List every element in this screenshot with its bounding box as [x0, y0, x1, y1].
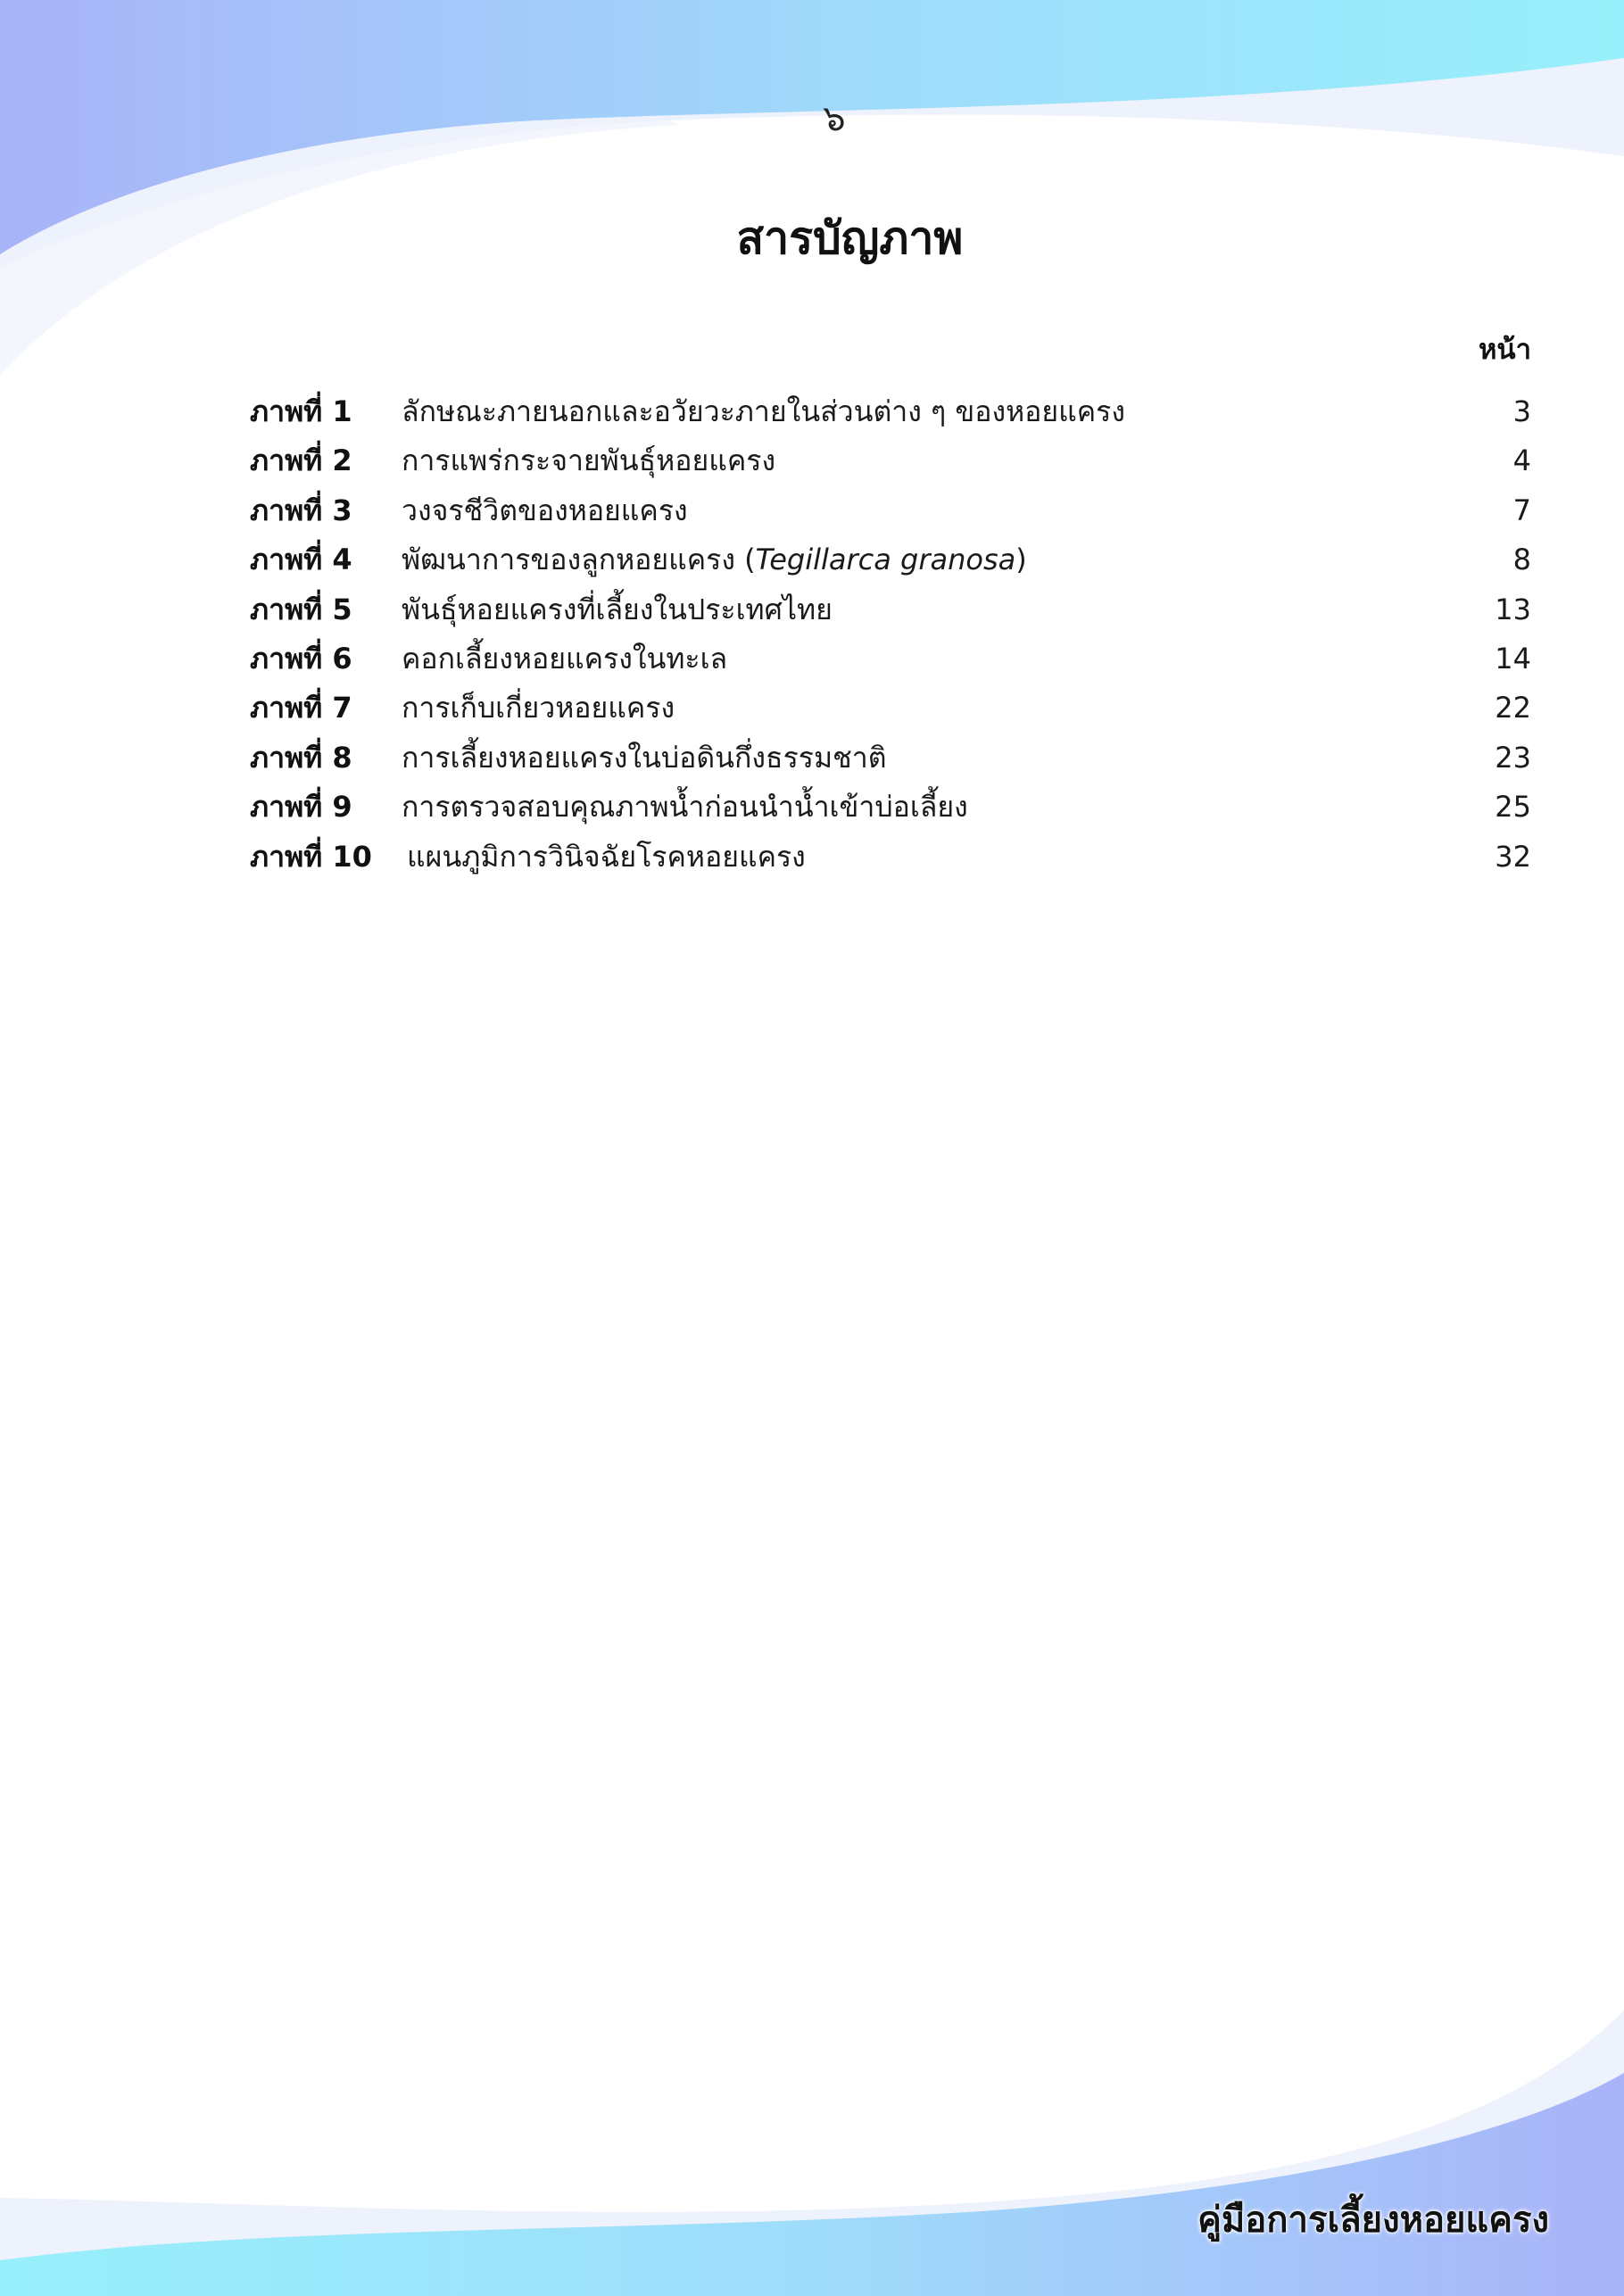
figure-label: ภาพที่ 2 [250, 443, 352, 478]
figure-caption: วงจรชีวิตของหอยแครง [402, 493, 688, 527]
figure-caption: การตรวจสอบคุณภาพน้ำก่อนนำน้ำเข้าบ่อเลี้ยง [402, 790, 968, 825]
page-column-header: หน้า [1478, 334, 1531, 366]
figure-label: ภาพที่ 5 [250, 592, 352, 626]
figure-caption: ลักษณะภายนอกและอวัยวะภายในส่วนต่าง ๆ ของหอยแครง [402, 394, 1125, 428]
toc-row[interactable] [250, 535, 1531, 584]
figure-label: ภาพที่ 3 [250, 493, 352, 527]
toc-row[interactable] [250, 833, 1531, 882]
figure-caption [402, 535, 1027, 584]
figure-label: ภาพที่ 1 [250, 394, 352, 428]
figure-label: ภาพที่ 4 [250, 543, 352, 577]
toc-row[interactable] [250, 585, 1531, 634]
figure-label: ภาพที่ 9 [250, 790, 352, 825]
toc-row[interactable] [250, 783, 1531, 832]
page-ref: 7 [1512, 493, 1531, 527]
page-ref: 3 [1512, 394, 1531, 428]
page-ref: 14 [1495, 641, 1531, 676]
top-wave-decoration [0, 0, 1624, 384]
page-ref: 22 [1495, 691, 1531, 725]
page-ref: 25 [1495, 790, 1531, 825]
figure-label: ภาพที่ 6 [250, 641, 352, 676]
caption-text-end: ) [1015, 543, 1027, 577]
toc-row[interactable] [250, 634, 1531, 684]
toc-row[interactable] [250, 684, 1531, 733]
page-ref: 32 [1495, 839, 1531, 874]
page-title: สารบัญภาพ [736, 212, 964, 264]
page-ref: 8 [1512, 543, 1531, 577]
book-title-footer: คู่มือการเลี้ยงหอยแครง [1197, 2200, 1549, 2241]
figure-caption: การแพร่กระจายพันธุ์หอยแครง [402, 443, 776, 478]
figure-label: ภาพที่ 7 [250, 691, 352, 725]
species-name: Tegillarca granosa [755, 543, 1016, 577]
figure-caption: การเลี้ยงหอยแครงในบ่อดินกึ่งธรรมชาติ [402, 740, 887, 775]
toc-row[interactable] [250, 734, 1531, 783]
figure-label: ภาพที่ 10 [250, 839, 372, 874]
page-ref: 4 [1512, 443, 1531, 478]
list-of-figures [250, 387, 1531, 882]
figure-caption: คอกเลี้ยงหอยแครงในทะเล [402, 641, 728, 676]
figure-caption: แผนภูมิการวินิจฉัยโรคหอยแครง [407, 839, 806, 874]
toc-row[interactable] [250, 486, 1531, 535]
figure-caption: การเก็บเกี่ยวหอยแครง [402, 691, 675, 725]
figure-caption: พันธุ์หอยแครงที่เลี้ยงในประเทศไทย [402, 592, 833, 626]
toc-row[interactable] [250, 387, 1531, 436]
toc-row[interactable] [250, 436, 1531, 485]
page-ref: 23 [1495, 740, 1531, 775]
page-ref: 13 [1495, 592, 1531, 626]
caption-text: พัฒนาการของลูกหอยแครง ( [402, 543, 756, 577]
figure-label: ภาพที่ 8 [250, 740, 352, 775]
page-number: ๖ [823, 98, 846, 139]
bottom-wave-decoration [0, 2010, 1624, 2296]
